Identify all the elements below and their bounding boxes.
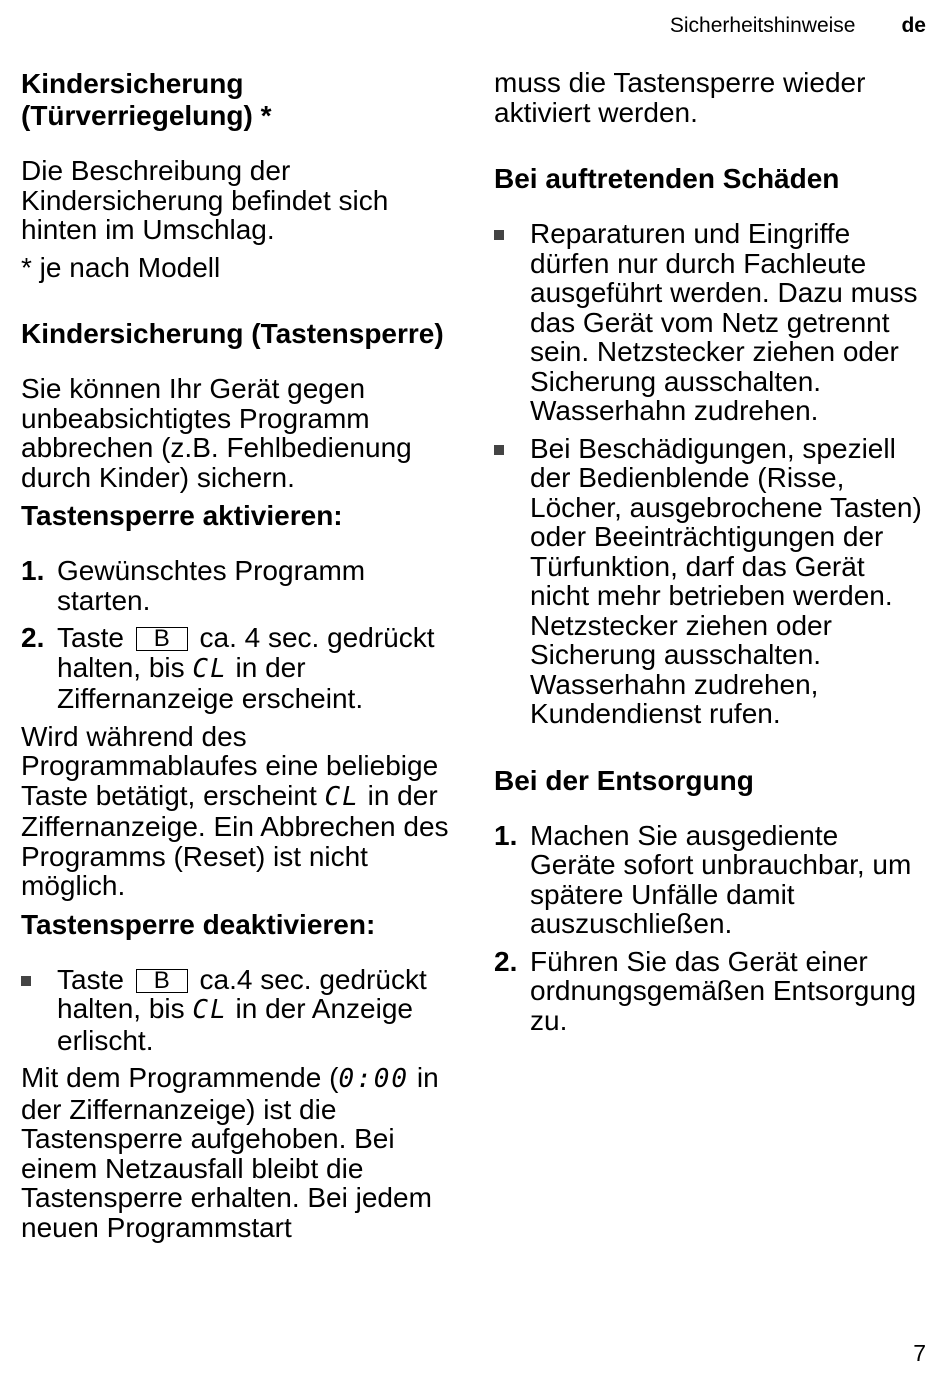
key-b-symbol: B xyxy=(136,627,188,651)
damage-bullet-2 xyxy=(494,434,924,729)
step-number: 1. xyxy=(494,819,518,851)
step-text: Gewünschtes Programm starten. xyxy=(57,555,366,616)
page-number: 7 xyxy=(913,1340,926,1366)
damage-bullet-1 xyxy=(494,219,924,426)
activate-step-1 xyxy=(21,556,451,615)
cl-display-symbol: CL xyxy=(324,781,360,812)
key-b-symbol: B xyxy=(136,969,188,993)
heading-key-lock: Kindersicherung (Tastensperre) xyxy=(21,318,444,349)
bullet-icon xyxy=(494,434,530,729)
zero-display-symbol: 0:00 xyxy=(338,1064,410,1094)
bullet-icon xyxy=(21,965,57,1056)
step-text-part: Taste xyxy=(57,622,124,653)
heading-door-lock: Kindersicherung (Türverriegelung) * xyxy=(21,68,272,131)
program-end-note xyxy=(21,1063,451,1242)
heading-damage: Bei auftretenden Schäden xyxy=(494,163,840,194)
continued-text: muss die Tastensperre wieder aktiviert werden. xyxy=(494,67,866,128)
text-part: Taste xyxy=(57,963,124,995)
running-program-note xyxy=(21,722,451,901)
text-part: Wird während des Programmablaufes eine beliebige Taste betätigt, erscheint xyxy=(21,720,439,811)
bullet-text: Reparaturen und Eingriffe dürfen nur durch Fachleute ausgeführt werden. Dazu muss das Gerät vom Netz getrennt sein. Netzstecker ziehen oder Sicherung ausschalten. Wasserhahn zudrehen. xyxy=(530,218,918,426)
step-text-part: ca. 4 sec. gedrückt halten, bis xyxy=(57,622,435,683)
text-part: ca.4 sec. gedrückt halten, bis xyxy=(57,963,427,1024)
text-part: in der Ziffernanzeige. Ein Abbrechen des Programms (Reset) ist nicht möglich. xyxy=(21,779,449,901)
cl-display-symbol: CL xyxy=(192,653,228,684)
bullet-text xyxy=(57,965,451,1056)
text-part: in der Anzeige erlischt. xyxy=(57,993,413,1056)
step-text xyxy=(57,623,451,714)
model-note: * je nach Modell xyxy=(21,251,221,283)
key-lock-description: Sie können Ihr Gerät gegen unbeabsichtigtes Programm abbrechen (z.B. Fehlbedienung durch Kinder) sichern. xyxy=(21,373,412,493)
step-number: 2. xyxy=(494,945,518,977)
deactivate-bullet xyxy=(21,965,451,1056)
text-part: Mit dem Programmende ( xyxy=(21,1062,339,1093)
heading-deactivate: Tastensperre deaktivieren: xyxy=(21,908,376,940)
left-column xyxy=(21,68,451,1242)
step-number: 1. xyxy=(21,555,45,586)
heading-activate: Tastensperre aktivieren: xyxy=(21,500,343,531)
disposal-step-1 xyxy=(494,821,924,939)
page-header xyxy=(670,14,926,38)
door-lock-description: Die Beschreibung der Kindersicherung befindet sich hinten im Umschlag. xyxy=(21,155,389,245)
right-column xyxy=(494,68,924,1035)
language-code: de xyxy=(901,14,926,37)
disposal-step-2 xyxy=(494,947,924,1036)
bullet-icon xyxy=(494,219,530,426)
step-number: 2. xyxy=(21,622,45,653)
heading-disposal: Bei der Entsorgung xyxy=(494,764,754,796)
step-text: Führen Sie das Gerät einer ordnungsgemäßen Entsorgung zu. xyxy=(530,945,917,1036)
activate-step-2 xyxy=(21,623,451,714)
step-text: Machen Sie ausgediente Geräte sofort unbrauchbar, um spätere Unfälle damit auszuschließen. xyxy=(530,819,912,939)
bullet-text: Bei Beschädigungen, speziell der Bedienblende (Risse, Löcher, ausgebrochene Tasten) oder Beeinträchtigungen der Türfunktion, darf das Gerät nicht mehr betrieben werden. Netzstecker ziehen oder Sicherung ausschalten. Wasserhahn zudrehen, Kundendienst rufen. xyxy=(530,432,922,729)
step-text-part: in der Ziffernanzeige erscheint. xyxy=(57,651,364,714)
section-title: Sicherheitshinweise xyxy=(669,14,856,37)
text-part: in der Ziffernanzeige) ist die Tastensperre aufgehoben. Bei einem Netzausfall bleibt die Tastensperre erhalten. Bei jedem neuen Programmstart xyxy=(21,1062,439,1243)
cl-display-symbol: CL xyxy=(192,995,228,1025)
